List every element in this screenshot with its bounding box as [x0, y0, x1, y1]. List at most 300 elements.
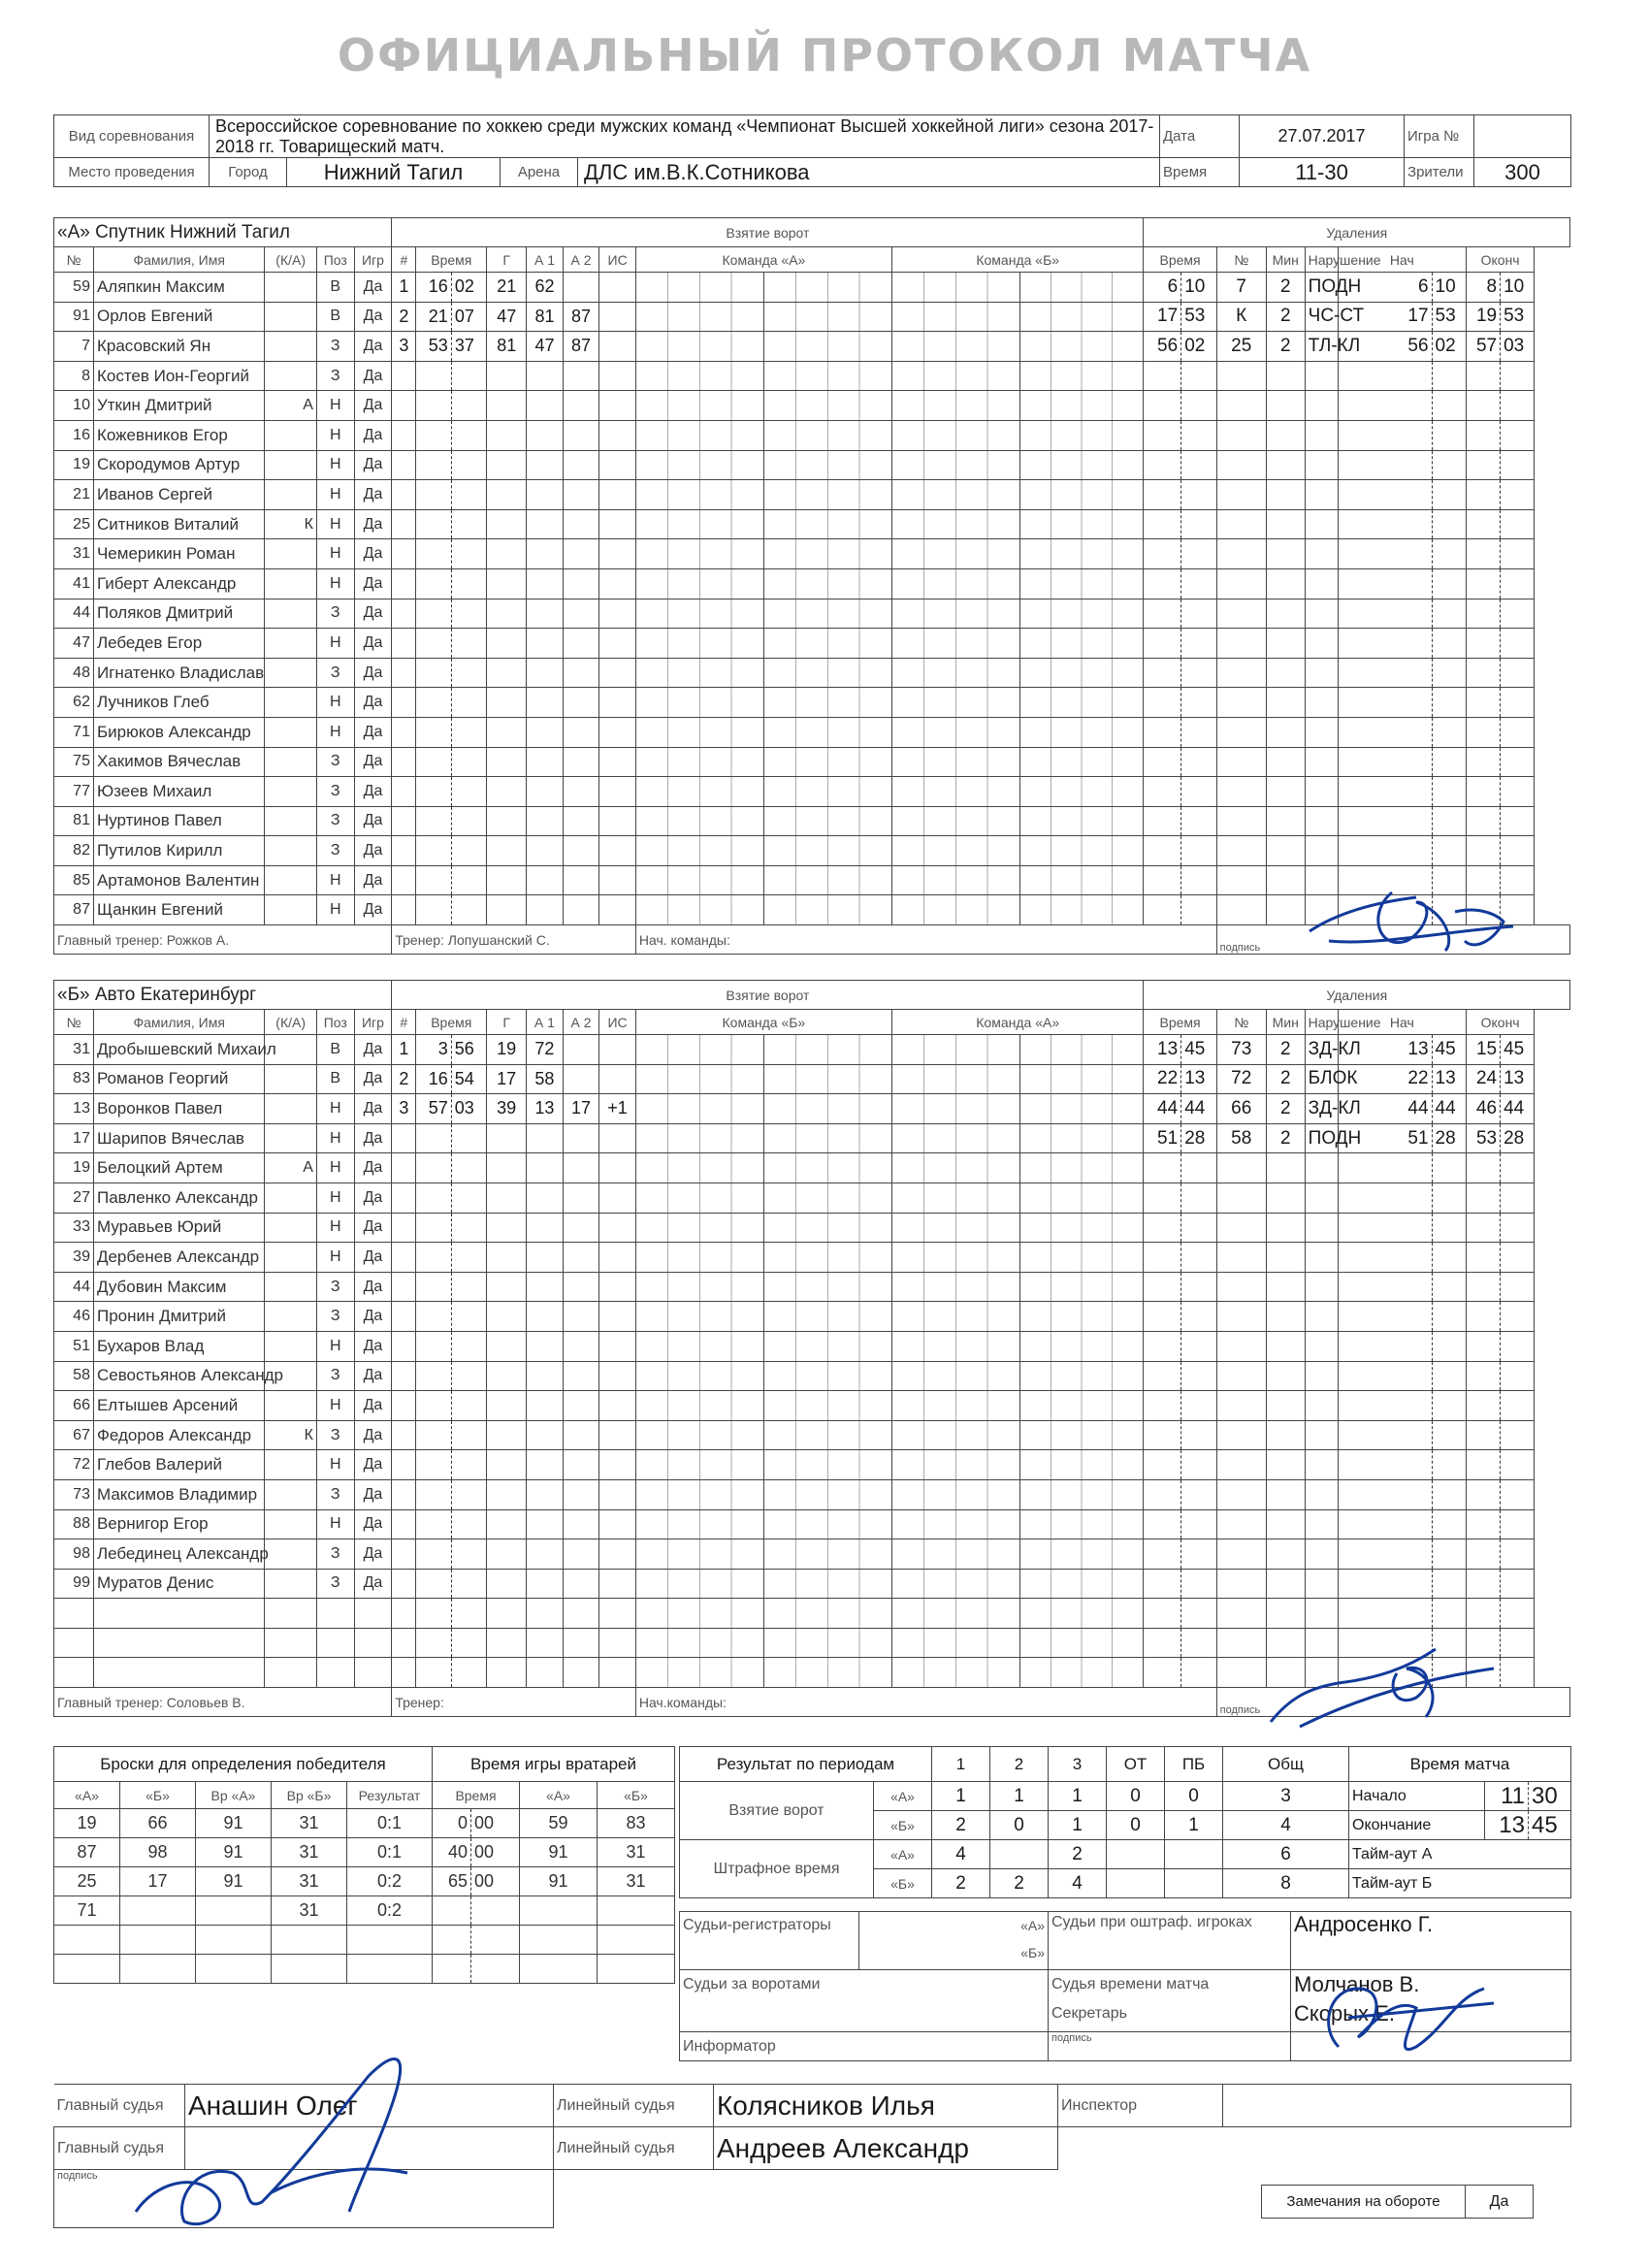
teamB-pen-player: 73 — [1216, 1035, 1266, 1065]
teamB-empty-cell — [487, 1183, 527, 1213]
teamA-empty-cell — [1266, 599, 1305, 629]
teamB-empty-cell — [1144, 1628, 1181, 1658]
teamB-empty-cell — [1144, 1183, 1181, 1213]
teamB-pen-violation: ЗД-КЛ — [1305, 1035, 1338, 1065]
teamA-goal-assist1: 47 — [527, 332, 564, 362]
teamB-empty-cell — [416, 1628, 451, 1658]
teamA-empty-cell — [1144, 629, 1181, 659]
teamA-col-goal-is: ИС — [599, 247, 636, 273]
teamB-empty-cell — [599, 1539, 636, 1570]
shootout-cell: 66 — [120, 1809, 196, 1838]
teamA-empty-cell — [1181, 865, 1216, 895]
teamB-grid-cell — [891, 1391, 1019, 1421]
shootout-cell — [120, 1955, 196, 1984]
teamB-empty-cell — [1305, 1420, 1338, 1450]
teamB-empty-cell — [1432, 1479, 1466, 1509]
teamB-empty-cell — [1181, 1213, 1216, 1243]
teamA-empty-cell — [392, 599, 416, 629]
teamA-pen-start-sec: 53 — [1432, 302, 1466, 332]
teamA-empty-cell — [487, 391, 527, 421]
teamA-player-number: 19 — [54, 450, 94, 480]
teamB-player-ka — [265, 1302, 317, 1332]
teamB-grid-cell — [1019, 1035, 1144, 1065]
teamA-empty-cell — [1266, 806, 1305, 836]
teamB-empty-cell — [265, 1628, 317, 1658]
teamB-pen-minute: 44 — [1144, 1094, 1181, 1124]
teamB-empty-cell — [527, 1183, 564, 1213]
teamB-empty-cell — [1466, 1243, 1500, 1273]
teamA-grid-cell — [635, 747, 763, 777]
teamA-grid-cell — [635, 420, 763, 450]
competition-value: Всероссийское соревнование по хоккею среди мужских команд «Чемпионат Высшей хоккейной лиги» сезона 2017-2018 гг. Товарищеский матч. — [210, 115, 1160, 158]
teamA-player-igr: Да — [354, 302, 392, 332]
teamA-player-name: Щанкин Евгений — [93, 895, 264, 925]
teamB-grid-cell — [635, 1450, 763, 1480]
teamA-empty-cell — [1432, 480, 1466, 510]
period-goals-label-value: 1 — [932, 1782, 990, 1811]
teamB-empty-cell — [599, 1420, 636, 1450]
teamB-empty-cell — [487, 1658, 527, 1688]
goalie-cell: 40 — [433, 1838, 471, 1867]
teamB-empty-cell — [416, 1509, 451, 1539]
teamA-empty-cell — [487, 658, 527, 688]
goalie-cell: 65 — [433, 1867, 471, 1896]
teamA-empty-cell — [1181, 777, 1216, 807]
referee-sign-label: подпись — [54, 2170, 554, 2228]
teamB-empty-cell — [416, 1420, 451, 1450]
teamB-empty-cell — [487, 1243, 527, 1273]
teamA-empty-cell — [599, 480, 636, 510]
teamB-player-igr: Да — [354, 1153, 392, 1183]
teamB-empty-cell — [1181, 1302, 1216, 1332]
teamA-grid-cell — [635, 568, 763, 599]
teamA-empty-cell — [563, 509, 599, 539]
timekeeper-value: Молчанов В. — [1294, 1972, 1420, 1996]
linesman1-label: Линейный судья — [554, 2085, 714, 2127]
teamB-empty-cell — [487, 1539, 527, 1570]
teamB-empty-cell — [1501, 1539, 1535, 1570]
teamA-empty-cell — [1181, 895, 1216, 925]
teamB-team-chief: Нач.команды: — [635, 1688, 1216, 1717]
teamB-player-pos: З — [316, 1420, 354, 1450]
teamA-player-pos: Н — [316, 450, 354, 480]
teamB-empty-cell — [451, 1628, 486, 1658]
teamA-empty-cell — [1466, 568, 1500, 599]
teamA-empty-cell — [1266, 777, 1305, 807]
teamA-empty-cell — [1305, 806, 1338, 836]
teamA-empty-cell — [416, 480, 451, 510]
teamB-empty-cell — [1216, 1569, 1266, 1599]
teamB-empty-cell — [527, 1599, 564, 1629]
teamB-empty-cell — [527, 1391, 564, 1421]
teamB-empty-cell — [451, 1599, 486, 1629]
teamA-player-number: 47 — [54, 629, 94, 659]
table-row — [54, 391, 1570, 421]
table-row — [54, 450, 1570, 480]
teamB-empty-cell — [527, 1479, 564, 1509]
teamB-empty-cell — [1181, 1509, 1216, 1539]
teamB-empty-cell — [392, 1361, 416, 1391]
teamA-grid-cell — [763, 509, 891, 539]
teamA-player-number: 77 — [54, 777, 94, 807]
teamA-grid-cell — [635, 777, 763, 807]
goalie-cell — [433, 1896, 471, 1926]
teamB-player-ka — [265, 1123, 317, 1153]
teamA-grid-cell — [635, 688, 763, 718]
teamA-empty-cell — [527, 629, 564, 659]
table-row — [54, 1153, 1570, 1183]
teamB-empty-cell — [1144, 1450, 1181, 1480]
teamA-empty-cell — [599, 420, 636, 450]
period-goals-label-value: 1 — [1049, 1782, 1107, 1811]
teamA-player-igr: Да — [354, 509, 392, 539]
teamB-empty-cell — [1266, 1243, 1305, 1273]
teamB-player-number: 51 — [54, 1331, 94, 1361]
teamB-grid-cell — [763, 1153, 891, 1183]
teamA-empty-cell — [1305, 629, 1338, 659]
teamA-grid-cell — [763, 599, 891, 629]
teamB-grid-cell — [635, 1213, 763, 1243]
city-label: Город — [210, 158, 287, 187]
table-row — [54, 599, 1570, 629]
teamA-empty-cell — [392, 420, 416, 450]
teamA-empty-cell — [1501, 420, 1535, 450]
teamA-empty-cell — [1501, 539, 1535, 569]
teamA-grid-cell — [763, 658, 891, 688]
teamB-pen-player: 58 — [1216, 1123, 1266, 1153]
teamB-grid-cell — [1019, 1420, 1144, 1450]
teamB-player-pos: З — [316, 1361, 354, 1391]
teamB-col-pen-viol: Нарушение — [1305, 1010, 1338, 1035]
teamB-grid-cell — [1019, 1183, 1144, 1213]
teamA-grid-cell — [891, 658, 1019, 688]
teamB-empty-cell — [1466, 1539, 1500, 1570]
shootout-cell — [347, 1955, 433, 1984]
teamA-player-igr: Да — [354, 568, 392, 599]
date-label: Дата — [1160, 115, 1240, 158]
teamB-col-pen-min: Мин — [1266, 1010, 1305, 1035]
teamB-empty-cell — [1144, 1569, 1181, 1599]
teamB-grid-cell — [635, 1479, 763, 1509]
teamA-player-pos: Н — [316, 509, 354, 539]
teamB-pen-start-min: 44 — [1338, 1094, 1432, 1124]
teamA-grid-cell — [763, 568, 891, 599]
matchtime-table — [1348, 1746, 1571, 1898]
teamA-empty-cell — [451, 568, 486, 599]
teamB-empty-cell — [1432, 1272, 1466, 1302]
teamA-empty-cell — [1432, 568, 1466, 599]
goalie-cell: 91 — [520, 1867, 598, 1896]
goalie-cell: 0 — [433, 1809, 471, 1838]
table-row — [54, 658, 1570, 688]
matchtime-title: Время матча — [1349, 1747, 1571, 1782]
period-goals-label-value: 0 — [990, 1811, 1049, 1840]
teamA-player-igr: Да — [354, 420, 392, 450]
teamA-player-ka: К — [265, 509, 317, 539]
teamA-empty-cell — [487, 509, 527, 539]
teamB-grid-cell — [1019, 1243, 1144, 1273]
teamA-grid-cell — [635, 836, 763, 866]
teamA-pen-start-min: 56 — [1338, 332, 1432, 362]
teamA-empty-cell — [1305, 391, 1338, 421]
teamB-empty-cell — [599, 1599, 636, 1629]
teamA-grid-cell — [891, 568, 1019, 599]
table-row — [54, 302, 1570, 332]
teamB-player-igr: Да — [354, 1213, 392, 1243]
shootout-cell — [196, 1926, 272, 1955]
teamA-empty-cell — [416, 865, 451, 895]
teamB-pen-second: 28 — [1181, 1123, 1216, 1153]
shootout-cell — [196, 1896, 272, 1926]
teamA-grid-cell — [891, 509, 1019, 539]
teamB-player-pos: З — [316, 1302, 354, 1332]
teamA-player-igr: Да — [354, 688, 392, 718]
teamA-goal-is — [599, 332, 636, 362]
teamA-pen-minutes: 2 — [1266, 332, 1305, 362]
teamA-player-igr: Да — [354, 629, 392, 659]
teamA-empty-cell — [1466, 777, 1500, 807]
teamB-pen-end-min: 15 — [1466, 1035, 1500, 1065]
table-row — [54, 1479, 1570, 1509]
teamB-grid-cell — [763, 1391, 891, 1421]
teamA-empty-cell — [487, 568, 527, 599]
teamB-grid-cell — [763, 1479, 891, 1509]
teamB-player-pos: В — [316, 1035, 354, 1065]
teamB-player-name: Дробышевский Михаил — [93, 1035, 264, 1065]
teamA-empty-cell — [1338, 717, 1432, 747]
teamA-player-ka — [265, 420, 317, 450]
table-row — [54, 717, 1570, 747]
teamA-empty-cell — [1181, 420, 1216, 450]
shootout-header-1: «Б» — [120, 1782, 196, 1809]
teamA-empty-cell — [563, 568, 599, 599]
teamA-empty-cell — [1216, 539, 1266, 569]
teamB-player-number: 44 — [54, 1272, 94, 1302]
teamA-empty-cell — [1216, 420, 1266, 450]
teamB-empty-cell — [1432, 1450, 1466, 1480]
table-row — [54, 1838, 433, 1867]
teamA-grid-cell — [891, 361, 1019, 391]
table-row — [54, 1213, 1570, 1243]
teamA-empty-cell — [563, 688, 599, 718]
teamA-player-name: Нуртинов Павел — [93, 806, 264, 836]
teamB-grid-cell — [1019, 1213, 1144, 1243]
period-goals-label-value: 0 — [1107, 1782, 1165, 1811]
teamB-empty-cell — [563, 1123, 599, 1153]
teamA-empty-cell — [451, 509, 486, 539]
teamB-empty-cell — [451, 1213, 486, 1243]
teamA-goal-number: 2 — [392, 302, 416, 332]
teamA-empty-cell — [1216, 865, 1266, 895]
teamB-grid-cell — [1019, 1569, 1144, 1599]
teamB-player-igr: Да — [354, 1064, 392, 1094]
teamB-empty-cell — [527, 1569, 564, 1599]
teamB-col-number: № — [54, 1010, 94, 1035]
teamB-grid-cell — [635, 1361, 763, 1391]
teamB-player-ka — [265, 1450, 317, 1480]
teamB-player-pos: В — [316, 1064, 354, 1094]
teamA-empty-cell — [392, 391, 416, 421]
teamB-empty-cell — [392, 1302, 416, 1332]
teamA-sign-label: подпись — [1216, 925, 1569, 955]
table-row — [54, 836, 1570, 866]
teamA-empty-cell — [1338, 391, 1432, 421]
teamB-empty-cell — [1266, 1420, 1305, 1450]
teamB-empty-cell — [1466, 1450, 1500, 1480]
teamB-player-ka — [265, 1391, 317, 1421]
teamA-player-name: Игнатенко Владислав — [93, 658, 264, 688]
teamB-empty-cell — [563, 1272, 599, 1302]
teamB-empty-cell — [1466, 1479, 1500, 1509]
teamB-empty-cell — [1338, 1420, 1432, 1450]
teamA-grid-cell — [891, 420, 1019, 450]
teamA-empty-cell — [1501, 361, 1535, 391]
teamB-empty-cell — [392, 1658, 416, 1688]
teamA-empty-cell — [451, 688, 486, 718]
shootout-header-3: Вр «Б» — [272, 1782, 347, 1809]
teamA-grid-cell — [891, 777, 1019, 807]
teamB-grid-cell — [1019, 1064, 1144, 1094]
teamB-head-coach: Главный тренер: Соловьев В. — [54, 1688, 392, 1717]
teamA-player-name: Кожевников Егор — [93, 420, 264, 450]
teamA-empty-cell — [599, 391, 636, 421]
teamA-empty-cell — [416, 806, 451, 836]
teamA-col-goal-a2: А 2 — [563, 247, 599, 273]
period-pim-label-value: 2 — [990, 1869, 1049, 1898]
teamB-empty-cell — [1144, 1391, 1181, 1421]
teamB-empty-cell — [599, 1450, 636, 1480]
teamA-empty-cell — [392, 450, 416, 480]
teamB-empty-cell — [1144, 1361, 1181, 1391]
teamA-empty-cell — [1216, 836, 1266, 866]
teamA-empty-cell — [527, 450, 564, 480]
teamB-empty-cell — [1305, 1569, 1338, 1599]
teamB-pen-minute: 22 — [1144, 1064, 1181, 1094]
teamA-empty-cell — [1266, 539, 1305, 569]
teamB-empty-cell — [1216, 1599, 1266, 1629]
teamB-empty-cell — [1305, 1539, 1338, 1570]
registrar-b-label: «Б» — [1020, 1945, 1045, 1960]
teamB-player-pos: Н — [316, 1183, 354, 1213]
teamA-player-number: 41 — [54, 568, 94, 599]
teamA-empty-cell — [1144, 865, 1181, 895]
teamB-player-ka: А — [265, 1153, 317, 1183]
teamB-grid-cell — [891, 1153, 1019, 1183]
teamB-grid-cell — [891, 1272, 1019, 1302]
teamA-grid-cell — [763, 836, 891, 866]
teamA-grid-cell — [1019, 599, 1144, 629]
teamB-player-pos: Н — [316, 1243, 354, 1273]
teamB-empty-cell — [563, 1213, 599, 1243]
teamA-empty-cell — [563, 658, 599, 688]
teamB-empty-cell — [1501, 1361, 1535, 1391]
teamA-empty-cell — [1501, 836, 1535, 866]
teamB-empty-cell — [1338, 1213, 1432, 1243]
teamB-goal-assist1: 72 — [527, 1035, 564, 1065]
teamB-grid-cell — [891, 1569, 1019, 1599]
table-row — [54, 1361, 1570, 1391]
teamB-player-igr: Да — [354, 1361, 392, 1391]
teamA-grid-cell — [763, 777, 891, 807]
teamB-empty-cell — [451, 1243, 486, 1273]
teamA-empty-cell — [451, 895, 486, 925]
goalie-cell: 00 — [471, 1867, 520, 1896]
teamA-col-pen-num: № — [1216, 247, 1266, 273]
teamA-empty-cell — [1432, 717, 1466, 747]
teamB-empty-cell — [487, 1479, 527, 1509]
teamA-empty-cell — [1144, 480, 1181, 510]
teamA-empty-cell — [487, 777, 527, 807]
penalty-judges-value: Андросенко Г. — [1291, 1912, 1571, 1970]
teamA-empty-cell — [1432, 361, 1466, 391]
teamA-col-goal-a1: А 1 — [527, 247, 564, 273]
teamB-empty-cell — [1216, 1361, 1266, 1391]
teamA-player-name: Орлов Евгений — [93, 302, 264, 332]
teamA-grid-cell — [1019, 895, 1144, 925]
teamB-empty-cell — [1466, 1569, 1500, 1599]
teamA-grid-cell — [763, 629, 891, 659]
teamA-empty-cell — [451, 450, 486, 480]
teamB-player-igr: Да — [354, 1509, 392, 1539]
teamB-player-name: Воронков Павел — [93, 1094, 264, 1124]
table-row — [54, 1123, 1570, 1153]
teamB-player-igr: Да — [354, 1272, 392, 1302]
teamB-grid-cell — [763, 1064, 891, 1094]
teamB-player-name: Елтышев Арсений — [93, 1391, 264, 1421]
teamA-empty-cell — [1305, 658, 1338, 688]
teamA-empty-cell — [1216, 361, 1266, 391]
teamA-empty-cell — [1181, 688, 1216, 718]
teamA-empty-cell — [1338, 836, 1432, 866]
teamA-grid-cell — [635, 717, 763, 747]
teamA-empty-cell — [392, 836, 416, 866]
teamA-grid-cell — [763, 391, 891, 421]
teamB-empty-cell — [1181, 1569, 1216, 1599]
table-row — [433, 1809, 675, 1838]
teamB-goal-second: 03 — [451, 1094, 486, 1124]
teamA-player-name: Красовский Ян — [93, 332, 264, 362]
teamA-player-number: 59 — [54, 273, 94, 303]
period-pim-label-value — [1165, 1840, 1223, 1869]
teamA-empty-cell — [1305, 717, 1338, 747]
goalie-cell — [433, 1926, 471, 1955]
teamA-empty-cell — [416, 539, 451, 569]
teamA-empty-cell — [1144, 450, 1181, 480]
teamB-empty-cell — [392, 1391, 416, 1421]
goalie-cell: 31 — [598, 1867, 675, 1896]
teamB-empty-cell — [1216, 1479, 1266, 1509]
teamA-empty-cell — [487, 539, 527, 569]
teamA-pen-violation: ТЛ-КЛ — [1305, 332, 1338, 362]
goalie-cell — [471, 1955, 520, 1984]
teamA-pen-second: 53 — [1181, 302, 1216, 332]
table-row — [54, 539, 1570, 569]
teamA-empty-cell — [416, 747, 451, 777]
teamB-empty-cell — [1305, 1331, 1338, 1361]
table-row — [54, 1302, 1570, 1332]
period-pim-label-value — [1165, 1869, 1223, 1898]
period-pim-label: Штрафное время — [680, 1840, 874, 1898]
teamB-player-name: Павленко Александр — [93, 1183, 264, 1213]
teamA-player-name: Аляпкин Максим — [93, 273, 264, 303]
teamA-pen-end-sec: 03 — [1501, 332, 1535, 362]
teamA-player-ka — [265, 777, 317, 807]
period-pim-label-value: 6 — [1223, 1840, 1349, 1869]
teamA-empty-cell — [1144, 895, 1181, 925]
teamB-pen-start-sec: 44 — [1432, 1094, 1466, 1124]
teamB-empty-cell — [1432, 1302, 1466, 1332]
teamB-grid-cell — [891, 1539, 1019, 1570]
